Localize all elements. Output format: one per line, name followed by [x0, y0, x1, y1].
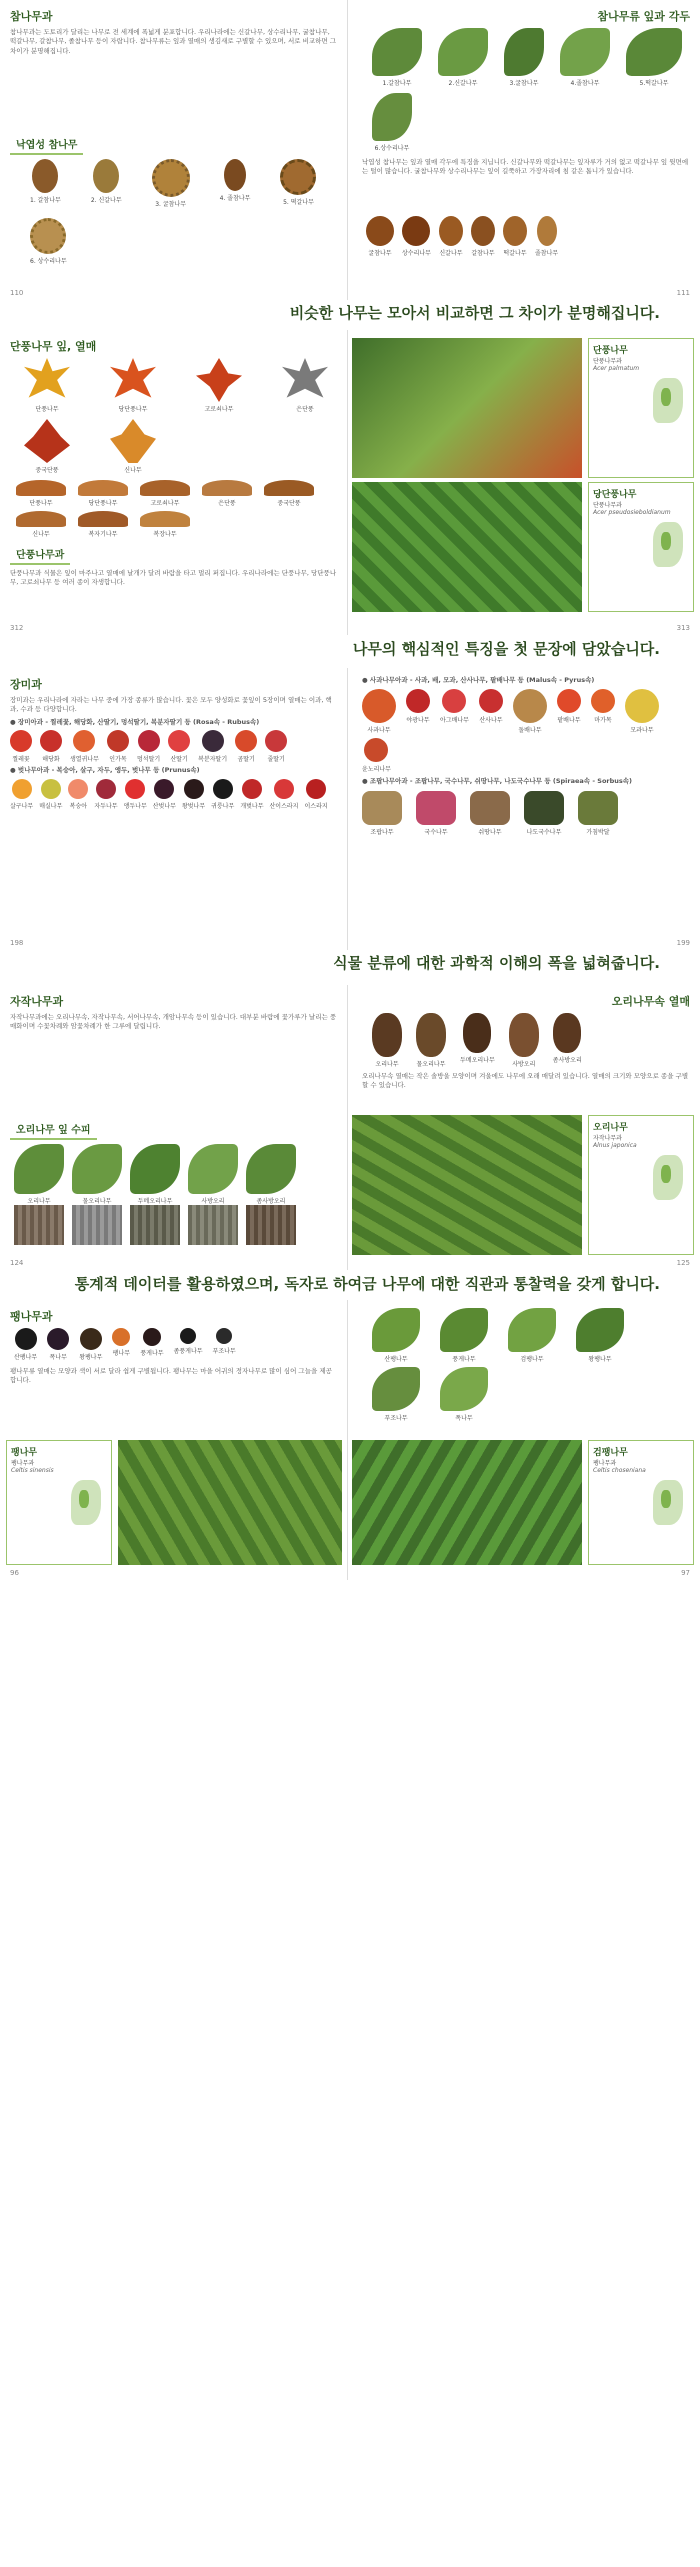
acorn-item: 4. 졸참나무 — [220, 159, 251, 208]
page-number: 313 — [676, 624, 690, 632]
subfamily-note: ● 조팝나무아과 - 조팝나무, 국수나무, 쉬땅나무, 나도국수나무 등 (Spiraea속 - Sorbus속) — [362, 777, 633, 786]
species-info-card: 당단풍나무 단풍나무과 Acer pseudosieboldianum — [588, 482, 694, 612]
subfamily-note: ● 벚나무아과 - 복숭아, 살구, 자두, 앵두, 벚나무 등 (Prunus속) — [10, 766, 200, 775]
species-info-card: 팽나무 팽나무과 Celtis sinensis — [6, 1440, 112, 1565]
fruit-item: 풍게나무 — [140, 1328, 163, 1361]
bark-item: 오리나무 — [14, 1144, 64, 1245]
fruit-item: 팥배나무 — [557, 689, 581, 734]
fruit-item: 마가목 — [591, 689, 615, 734]
body-text: 오리나무속 열매는 작은 솔방울 모양이며 겨울에도 나무에 오래 매달려 있습니다. 열매의 크기와 모양으로 종을 구별할 수 있습니다. — [362, 1072, 689, 1090]
fruit-item: 사과나무 — [362, 689, 396, 734]
fruit-item: 쉬땅나무 — [470, 791, 510, 836]
species-info-card: 단풍나무 단풍나무과 Acer palmatum — [588, 338, 694, 478]
page-number: 111 — [676, 289, 690, 297]
acorn-item: 6. 상수리나무 — [30, 218, 67, 265]
section-title: 오리나무속 열매 — [611, 995, 690, 1008]
page-number: 124 — [10, 1259, 24, 1267]
page-left — [0, 668, 348, 950]
leaf-item: 6.상수리나무 — [372, 93, 412, 152]
fruit-item: 모과나무 — [625, 689, 659, 734]
spread-oak — [0, 0, 700, 300]
body-text: 팽나무류 열매는 모양과 색이 서로 달라 쉽게 구별됩니다. 팽나무는 마을 어귀의 정자나무로 많이 심어 그늘을 제공합니다. — [10, 1367, 332, 1385]
samara-item: 은단풍 — [202, 480, 252, 507]
acorn-item: 2. 신갈나무 — [91, 159, 122, 208]
leaf-item: 당단풍나무 — [110, 358, 156, 413]
samara-grid — [0, 480, 347, 538]
page-left — [0, 0, 348, 300]
body-text: 자작나무과에는 오리나무속, 자작나무속, 서어나무속, 개암나무속 등이 있습니다. 대부분 바람에 꽃가루가 날리는 풍매화이며 수꽃차례와 암꽃차례가 한 그루에 달립니다. — [10, 1013, 337, 1031]
spread-birch — [0, 985, 700, 1270]
body-text: 낙엽성 참나무는 잎과 열매 각두에 특징을 지닙니다. 신갈나무와 떡갈나무는 잎자루가 거의 없고 떡갈나무 잎 뒷면에는 털이 많습니다. 굴참나무와 상수리나무는 잎이 길쭉하고 가장자리에 침 같은 톱니가 있습니다. — [362, 158, 689, 176]
leaf-item: 검팽나무 — [508, 1308, 556, 1363]
fruit-item: 가침박달 — [578, 791, 618, 836]
cone-item: 좀사방오리 — [553, 1013, 582, 1068]
leaf-photo — [352, 482, 582, 612]
fruit-item: 살구나무 — [10, 779, 33, 810]
section-title: 참나무과 — [10, 10, 53, 23]
fruit-grid — [352, 791, 700, 836]
fruit-item: 좀풍게나무 — [174, 1328, 203, 1361]
caption: 식물 분류에 대한 과학적 이해의 폭을 넓혀줍니다. — [333, 954, 660, 972]
acorn-item: 3. 굴참나무 — [152, 159, 190, 208]
caption: 나무의 핵심적인 특징을 첫 문장에 담았습니다. — [352, 640, 660, 658]
fruit-item: 복분자딸기 — [198, 730, 227, 763]
page-left — [0, 1300, 348, 1580]
acorn-item: 갈참나무 — [471, 216, 495, 257]
subfamily-note: ● 사과나무아과 - 사과, 배, 모과, 산사나무, 팥배나무 등 (Malus속 - Pyrus속) — [362, 676, 595, 684]
fruit-item: 나도국수나무 — [524, 791, 564, 836]
fruit-item: 국수나무 — [416, 791, 456, 836]
acorn-item: 졸참나무 — [535, 216, 558, 257]
samara-item: 단풍나무 — [16, 480, 66, 507]
spread-maple — [0, 330, 700, 635]
samara-item: 신나무 — [16, 511, 66, 538]
cone-item: 오리나무 — [372, 1013, 402, 1068]
fruit-grid — [0, 730, 347, 763]
maple-leaf-grid — [0, 358, 347, 474]
fruit-grid — [0, 1328, 347, 1361]
acorn-item: 1. 갈참나무 — [30, 159, 61, 208]
cone-item: 사방오리 — [509, 1013, 539, 1068]
fruit-item: 폭나무 — [47, 1328, 69, 1361]
fruit-item: 산이스라지 — [270, 779, 299, 810]
fruit-item: 산벚나무 — [153, 779, 176, 810]
distribution-map — [653, 378, 683, 423]
fruit-item: 돌배나무 — [513, 689, 547, 734]
fruit-item: 왕벚나무 — [182, 779, 205, 810]
acorn-item: 떡갈나무 — [503, 216, 527, 257]
fruit-item: 개벚나무 — [240, 779, 263, 810]
fruit-grid — [0, 779, 347, 810]
tree-photo — [118, 1440, 342, 1565]
fruit-item: 자두나무 — [94, 779, 117, 810]
species-info-card: 오리나무 자작나무과 Alnus japonica — [588, 1115, 694, 1255]
page-left — [0, 330, 348, 635]
tree-photo — [352, 338, 582, 478]
page-right — [352, 668, 700, 950]
section-title: 장미과 — [10, 678, 42, 691]
page-number: 96 — [10, 1569, 19, 1577]
leaf-item: 산팽나무 — [372, 1308, 420, 1363]
page-left — [0, 985, 348, 1270]
distribution-map — [71, 1480, 101, 1525]
spread-hackberry — [0, 1300, 700, 1580]
fruit-item: 찔레꽃 — [10, 730, 32, 763]
samara-item: 복자기나무 — [78, 511, 128, 538]
samara-item: 복장나무 — [140, 511, 190, 538]
page-number: 312 — [10, 624, 24, 632]
page-right — [352, 985, 700, 1270]
bark-grid — [0, 1144, 347, 1245]
leaf-item: 폭나무 — [440, 1367, 488, 1422]
page-number: 125 — [676, 1259, 690, 1267]
fruit-item: 귀룽나무 — [211, 779, 234, 810]
page-number: 110 — [10, 289, 24, 297]
fruit-item: 복숭아 — [68, 779, 88, 810]
page-number: 97 — [681, 1569, 690, 1577]
samara-item: 중국단풍 — [264, 480, 314, 507]
fruit-item: 조팝나무 — [362, 791, 402, 836]
section-title: 단풍나무 잎, 열매 — [10, 340, 97, 353]
leaf-item: 중국단풍 — [24, 419, 70, 474]
leaf-item: 4.졸참나무 — [560, 28, 610, 87]
section-title: 참나무류 잎과 각두 — [597, 10, 690, 23]
acorn-item: 굴참나무 — [366, 216, 394, 257]
acorn-row — [352, 216, 700, 257]
body-text: 장미과는 우리나라에 자라는 나무 중에 가장 종류가 많습니다. 꽃은 모두 양성화로 꽃잎이 5장이며 열매는 이과, 핵과, 수과 등 다양합니다. — [10, 696, 332, 714]
distribution-map — [653, 1480, 683, 1525]
samara-item: 고로쇠나무 — [140, 480, 190, 507]
page-number: 198 — [10, 939, 24, 947]
oak-leaf-grid — [352, 28, 700, 152]
leaf-item: 신나무 — [110, 419, 156, 474]
caption: 통계적 데이터를 활용하였으며, 독자로 하여금 나무에 대한 직관과 통찰력을 갖게 합니다. — [74, 1275, 660, 1293]
acorn-item: 신갈나무 — [439, 216, 463, 257]
fruit-grid — [352, 689, 700, 773]
fruit-item: 곰딸기 — [235, 730, 257, 763]
section-title: 팽나무과 — [10, 1310, 53, 1323]
cone-item: 물오리나무 — [416, 1013, 446, 1068]
sub-title: 낙엽성 참나무 — [10, 134, 83, 155]
distribution-map — [653, 522, 683, 567]
fruit-item: 산딸기 — [168, 730, 190, 763]
fruit-item: 산팽나무 — [14, 1328, 37, 1361]
fruit-item: 해당화 — [40, 730, 62, 763]
sub-title: 단풍나무과 — [10, 544, 70, 565]
acorn-item: 5. 떡갈나무 — [280, 159, 316, 208]
leaf-item: 단풍나무 — [24, 358, 70, 413]
leaf-item: 푸조나무 — [372, 1367, 420, 1422]
body-text: 참나무과는 도토리가 달리는 나무로 전 세계에 폭넓게 분포합니다. 우리나라에는 신갈나무, 상수리나무, 굴참나무, 떡갈나무, 갈참나무, 졸참나무 등이 자랍니다. 참나무류는 잎과 열매의 생김새로 구별할 수 있으며, 서로 비교하면 그 차이가 분명해집니다. — [10, 28, 337, 55]
cone-item: 두메오리나무 — [460, 1013, 495, 1068]
leaf-item: 5.떡갈나무 — [626, 28, 682, 87]
species-info-card: 검팽나무 팽나무과 Celtis choseniana — [588, 1440, 694, 1565]
leaf-item: 고로쇠나무 — [196, 358, 242, 413]
leaf-item: 2.신갈나무 — [438, 28, 488, 87]
fruit-item: 팽나무 — [112, 1328, 130, 1361]
bark-item: 물오리나무 — [72, 1144, 122, 1245]
tree-photo — [352, 1115, 582, 1255]
page-right — [352, 0, 700, 300]
fruit-item: 푸조나무 — [213, 1328, 236, 1361]
leaf-grid — [352, 1308, 700, 1422]
subfamily-note: ● 장미아과 - 찔레꽃, 해당화, 산딸기, 멍석딸기, 복분자딸기 등 (Rosa속 - Rubus속) — [10, 717, 260, 726]
leaf-item: 왕팽나무 — [576, 1308, 624, 1363]
fruit-item: 생열귀나무 — [70, 730, 99, 763]
leaf-item: 1.갈참나무 — [372, 28, 422, 87]
fruit-item: 매실나무 — [39, 779, 62, 810]
bark-item: 좀사방오리 — [246, 1144, 296, 1245]
page-number: 199 — [676, 939, 690, 947]
fruit-item: 아그배나무 — [440, 689, 469, 734]
fruit-item: 인가목 — [107, 730, 129, 763]
bark-item: 사방오리 — [188, 1144, 238, 1245]
bark-item: 두메오리나무 — [130, 1144, 180, 1245]
caption: 비슷한 나무는 모아서 비교하면 그 차이가 분명해집니다. — [289, 304, 660, 322]
fruit-item: 줄딸기 — [265, 730, 287, 763]
fruit-item: 앵두나무 — [124, 779, 147, 810]
acorn-grid — [0, 159, 347, 265]
samara-item: 당단풍나무 — [78, 480, 128, 507]
fruit-item: 산사나무 — [479, 689, 503, 734]
fruit-item: 야광나무 — [406, 689, 430, 734]
fruit-item: 이스라지 — [304, 779, 327, 810]
page-right — [352, 330, 700, 635]
cone-grid — [352, 1013, 700, 1068]
page-right — [352, 1300, 700, 1580]
leaf-photo — [352, 1440, 582, 1565]
body-text: 단풍나무과 식물은 잎이 마주나고 열매에 날개가 달려 바람을 타고 멀리 퍼집니다. 우리나라에는 단풍나무, 당단풍나무, 고로쇠나무 등 여러 종이 자생합니다. — [10, 569, 337, 587]
acorn-item: 상수리나무 — [402, 216, 431, 257]
sub-title: 오리나무 잎 수피 — [10, 1119, 97, 1140]
fruit-item: 멍석딸기 — [137, 730, 160, 763]
fruit-item: 왕팽나무 — [79, 1328, 102, 1361]
leaf-item: 은단풍 — [282, 358, 328, 413]
spread-rose — [0, 668, 700, 950]
leaf-item: 풍게나무 — [440, 1308, 488, 1363]
distribution-map — [653, 1155, 683, 1200]
fruit-item: 윤노리나무 — [362, 738, 391, 773]
section-title: 자작나무과 — [10, 995, 64, 1008]
leaf-item: 3.굴참나무 — [504, 28, 544, 87]
